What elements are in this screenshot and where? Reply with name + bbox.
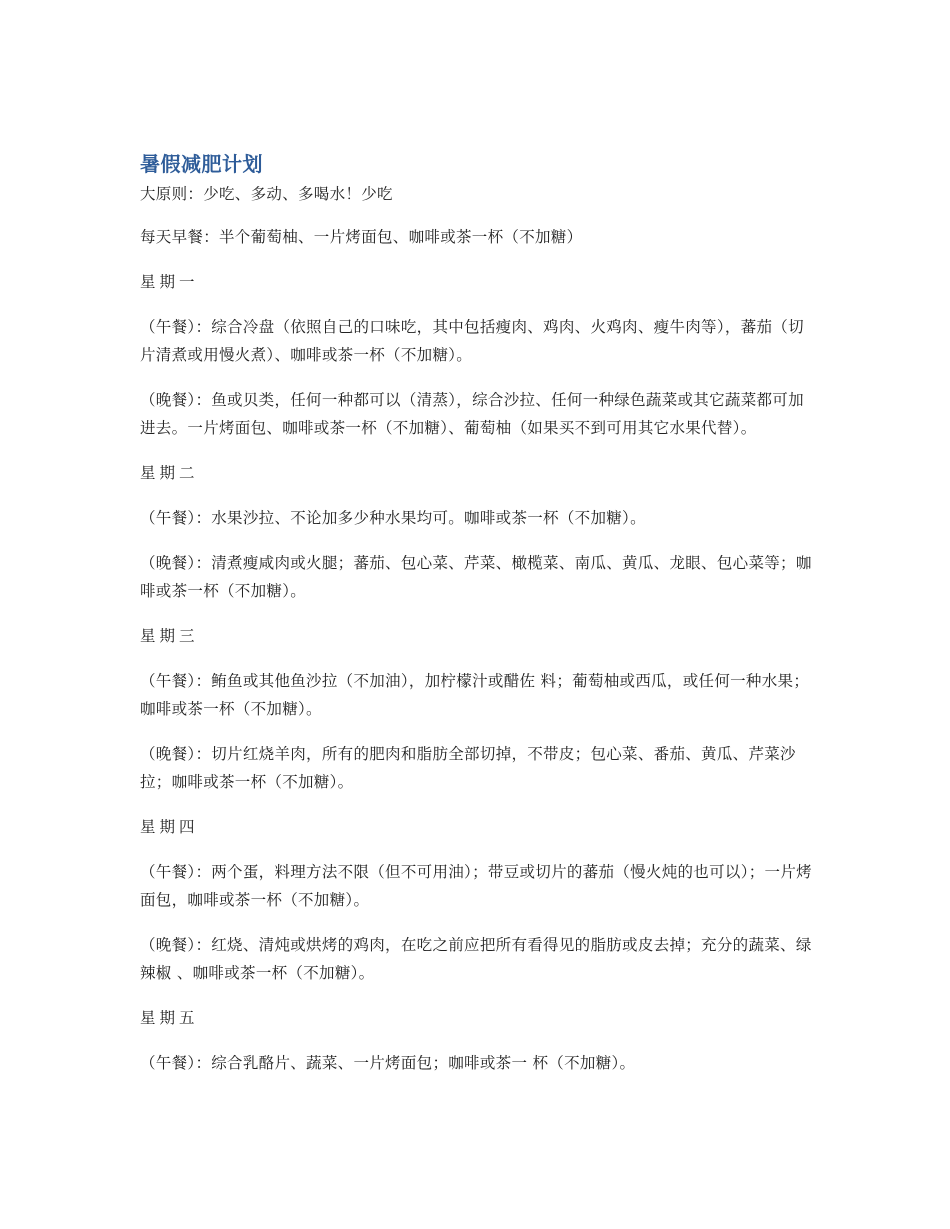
friday-lunch: （午餐）：综合乳酪片、蔬菜、一片烤面包；咖啡或茶一 杯（不加糖）。 bbox=[140, 1054, 636, 1072]
thursday-lunch: （午餐）：两个蛋，料理方法不限（但不可用油）；带豆或切片的蕃茄（慢火炖的也可以）；一片烤面包，咖啡或茶一杯（不加糖）。 bbox=[140, 863, 812, 909]
monday-lunch: （午餐）：综合冷盘（依照自己的口味吃，其中包括瘦肉、鸡肉、火鸡肉、瘦牛肉等），蕃茄（切片清煮或用慢火煮）、咖啡或茶一杯（不加糖）。 bbox=[140, 318, 804, 364]
day-heading-thursday: 星期四 bbox=[140, 818, 199, 836]
thursday-dinner: （晚餐）：红烧、清炖或烘烤的鸡肉，在吃之前应把所有看得见的脂肪或皮去掉；充分的蔬菜、绿辣椒 、咖啡或茶一杯（不加糖）。 bbox=[140, 936, 812, 982]
tuesday-dinner: （晚餐）：清煮瘦咸肉或火腿；蕃茄、包心菜、芹菜、橄榄菜、南瓜、黄瓜、龙眼、包心菜等；咖啡或茶一杯（不加糖）。 bbox=[140, 554, 812, 600]
principle-text: 大原则：少吃、多动、多喝水！少吃 bbox=[140, 185, 393, 203]
document-body bbox=[140, 150, 816, 1094]
wednesday-lunch: （午餐）：鲔鱼或其他鱼沙拉（不加油），加柠檬汁或醋佐 料；葡萄柚或西瓜，或任何一种水果；咖啡或茶一杯（不加糖）。 bbox=[140, 672, 810, 718]
wednesday-dinner: （晚餐）：切片红烧羊肉，所有的肥肉和脂肪全部切掉，不带皮；包心菜、番茄、黄瓜、芹菜沙拉；咖啡或茶一杯（不加糖）。 bbox=[140, 745, 796, 791]
day-heading-tuesday: 星期二 bbox=[140, 464, 199, 482]
tuesday-lunch: （午餐）：水果沙拉、不论加多少种水果均可。咖啡或茶一杯（不加糖）。 bbox=[140, 509, 646, 527]
day-heading-monday: 星期一 bbox=[140, 273, 199, 291]
day-heading-wednesday: 星期三 bbox=[140, 627, 199, 645]
monday-dinner: （晚餐）：鱼或贝类，任何一种都可以（清蒸），综合沙拉、任何一种绿色蔬菜或其它蔬菜都可加进去。一片烤面包、咖啡或茶一杯（不加糖）、葡萄柚（如果买不到可用其它水果代替）。 bbox=[140, 391, 804, 437]
day-heading-friday: 星期五 bbox=[140, 1009, 199, 1027]
breakfast-text: 每天早餐：半个葡萄柚、一片烤面包、咖啡或茶一杯（不加糖） bbox=[140, 228, 583, 246]
document-title: 暑假减肥计划 bbox=[140, 152, 263, 176]
